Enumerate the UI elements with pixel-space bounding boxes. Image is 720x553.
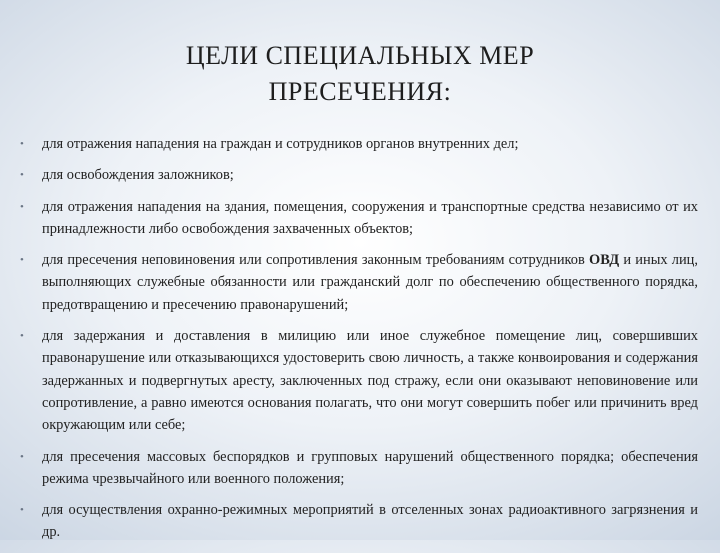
bullet-icon: • — [20, 200, 24, 213]
list-item-text-after: и иных лиц, выполняющих служебные обязанности или гражданский долг по обеспечению общественного порядка, предотвращению и пресечению правонарушений; — [42, 252, 698, 313]
list-item-text: для отражения нападения на граждан и сотрудников органов внутренних дел; — [42, 136, 519, 152]
list-item — [18, 446, 698, 491]
goals-list — [18, 133, 698, 553]
title-line-2: ПРЕСЕЧЕНИЯ: — [268, 77, 452, 106]
title-line-1: ЦЕЛИ СПЕЦИАЛЬНЫХ МЕР — [185, 41, 535, 70]
bullet-icon: • — [20, 169, 24, 182]
list-item — [18, 196, 698, 241]
list-item-text: для пресечения массовых беспорядков и групповых нарушений общественного порядка; обеспечения режима чрезвычайного или военного положения; — [42, 448, 698, 487]
list-item — [18, 164, 698, 186]
list-item-text-before: для пресечения неповиновения или сопротивления законным требованиям сотрудников — [42, 252, 590, 269]
bullet-icon: • — [20, 254, 24, 267]
list-item — [18, 133, 698, 155]
slide-title — [60, 38, 660, 110]
list-item — [18, 325, 698, 436]
list-item — [18, 499, 698, 544]
bullet-icon: • — [20, 330, 24, 343]
list-item-text: для осуществления охранно-режимных мероприятий в отселенных зонах радиоактивного загрязнения и др. — [42, 502, 698, 541]
list-item-text: для отражения нападения на здания, помещения, сооружения и транспортные средства независимо от их принадлежности либо освобождения захваченных объектов; — [42, 198, 698, 237]
list-item-text: для освобождения заложников; — [42, 167, 234, 184]
bullet-icon: • — [20, 504, 24, 517]
bullet-icon: • — [20, 138, 24, 150]
list-item-text — [42, 252, 698, 313]
list-item — [18, 249, 698, 316]
list-item-text: для задержания и доставления в милицию или иное служебное помещение лиц, совершивших правонарушение или отказывающихся удостоверить свою личность, а также конвоирования и содержания задержанных и подвергнутых аресту, заключенных под стражу, если они оказывают неповиновение или сопротивление, а равно имеются основания полагать, что они могут совершить побег или причинить вред окружающим или себе; — [42, 328, 698, 434]
bullet-icon: • — [20, 450, 24, 463]
list-item-bold-abbr: ОВД — [589, 252, 620, 269]
